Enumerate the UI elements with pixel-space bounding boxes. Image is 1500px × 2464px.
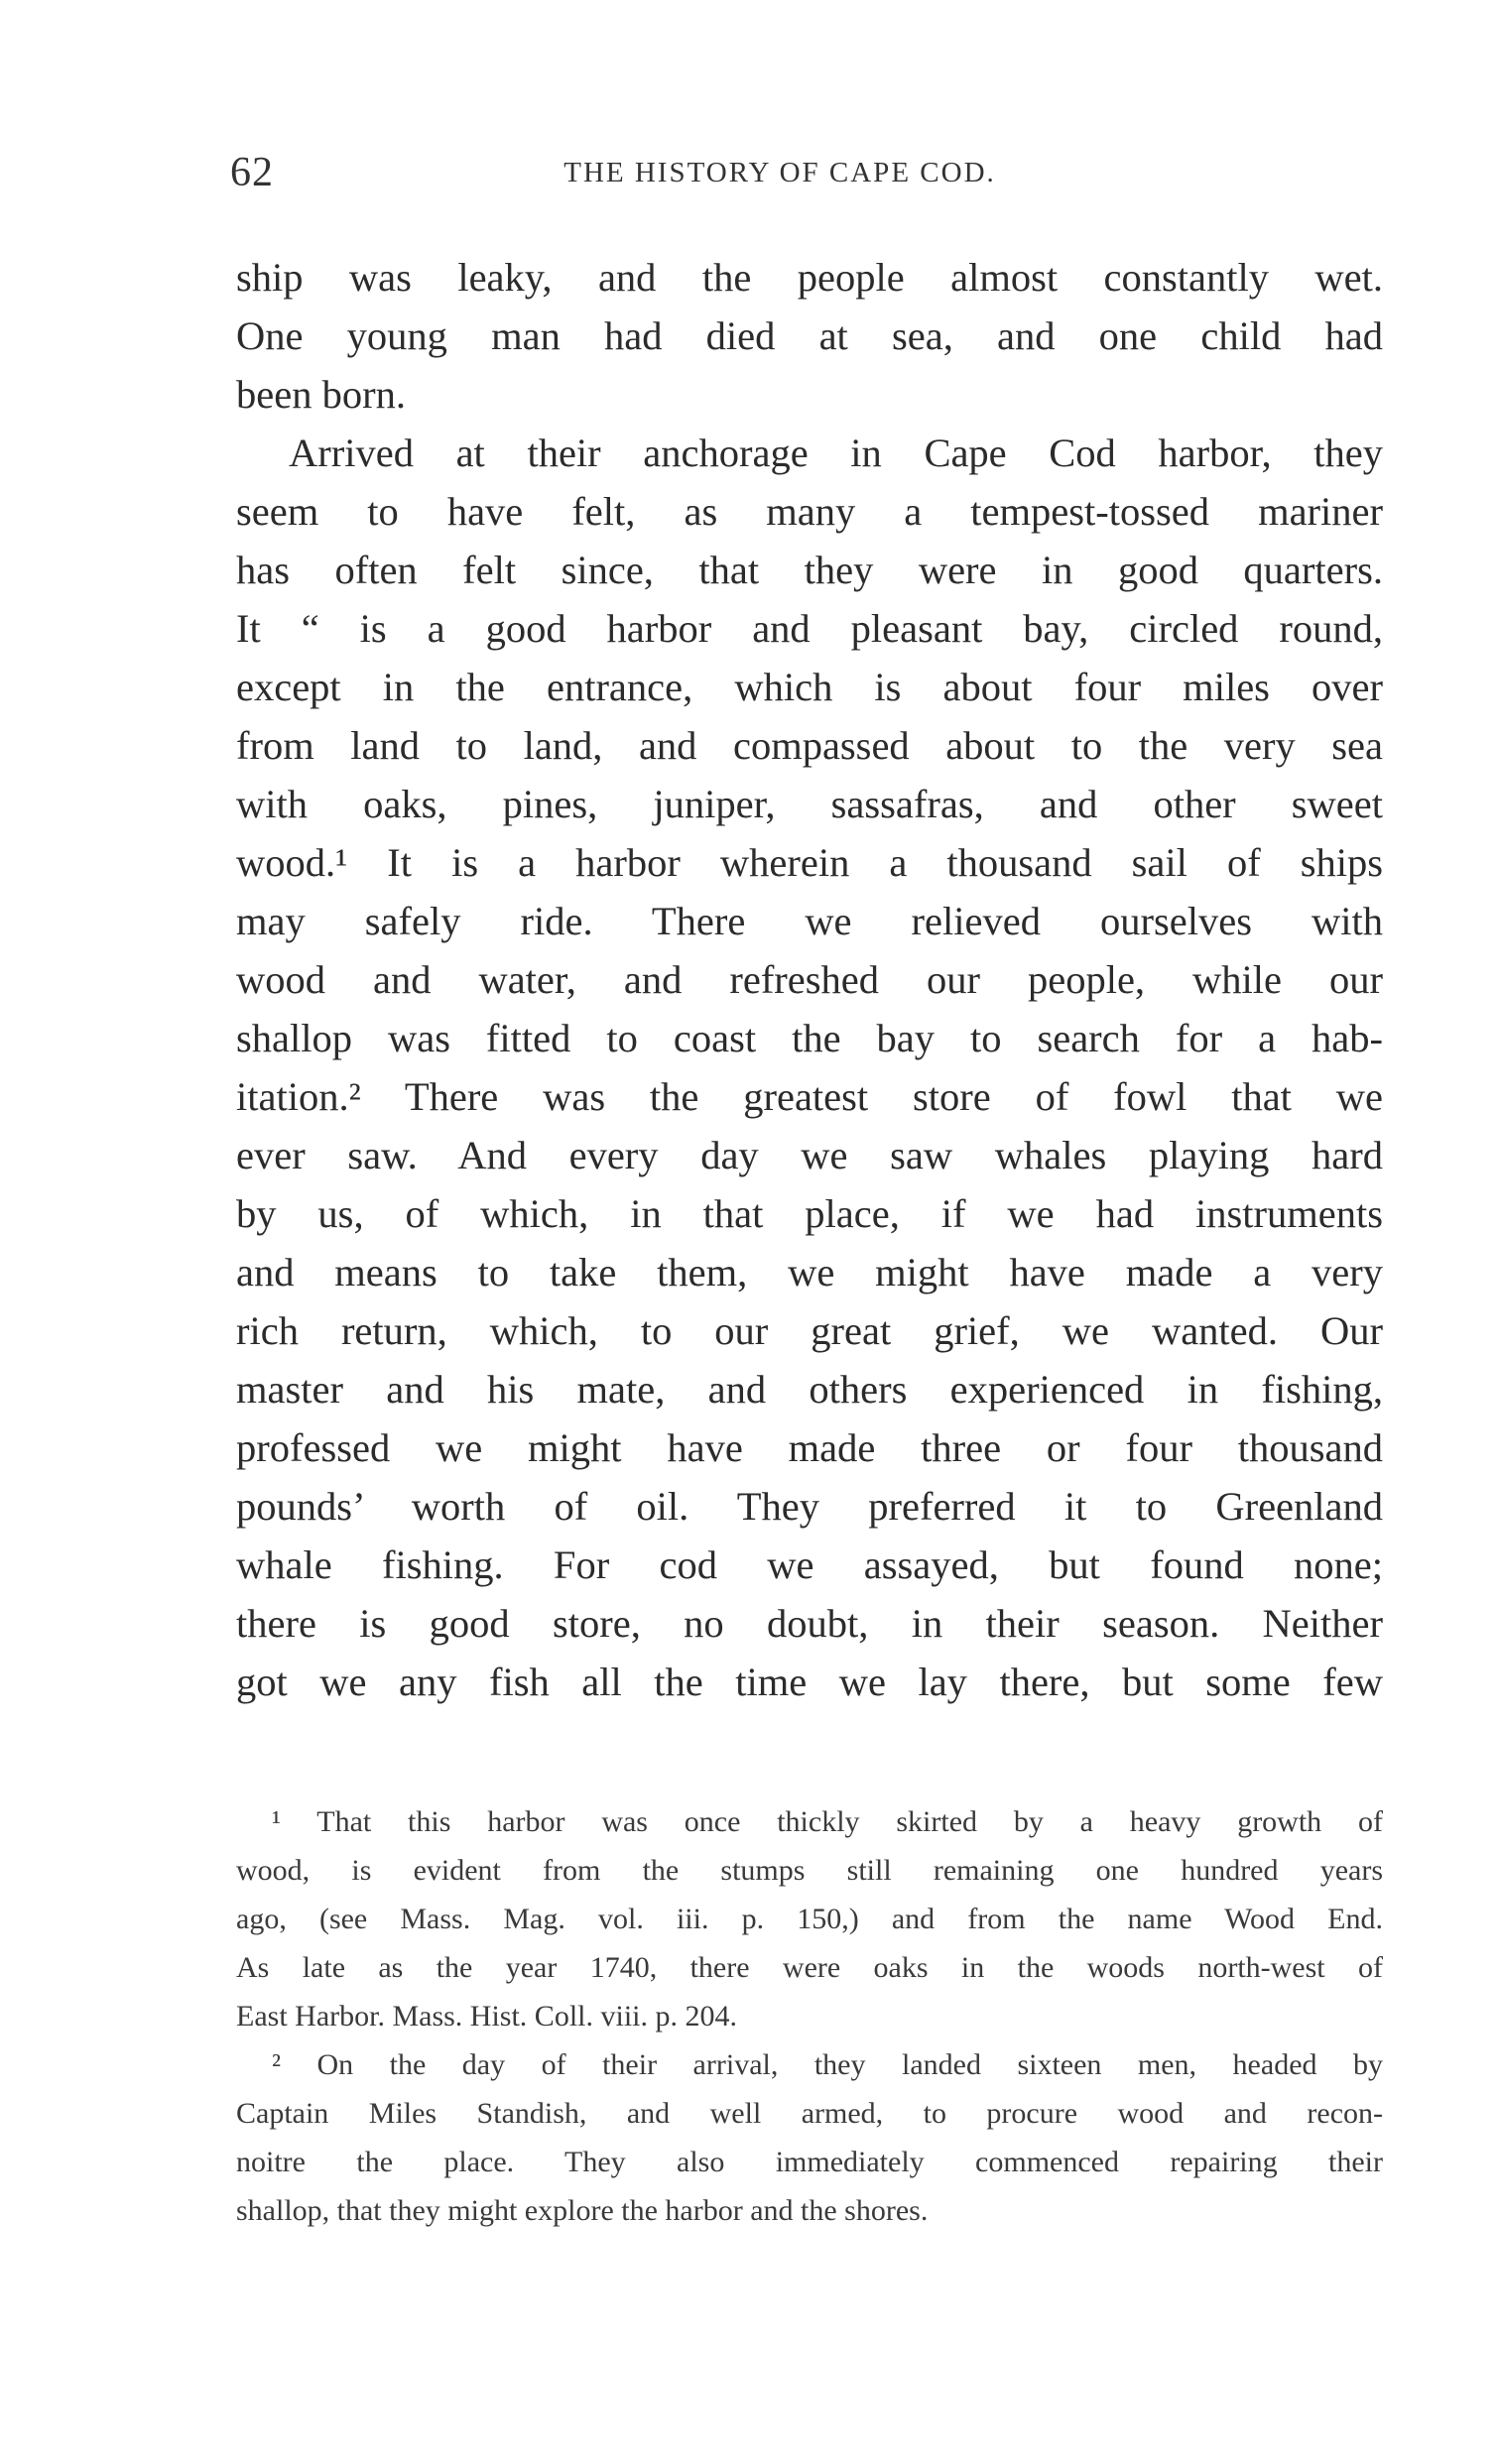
text-line: wood.¹ It is a harbor wherein a thousand sail of ships xyxy=(236,840,1383,885)
text-line: has often felt since, that they were in good quarters. xyxy=(236,548,1383,592)
text-line: been born. xyxy=(236,372,406,417)
text-line: itation.² There was the greatest store of fowl that we xyxy=(236,1074,1383,1119)
text-line: by us, of which, in that place, if we had instruments xyxy=(236,1191,1383,1236)
text-line: may safely ride. There we relieved ourselves with xyxy=(236,899,1383,943)
text-line: ship was leaky, and the people almost constantly wet. xyxy=(236,255,1383,300)
footnote-line: wood, is evident from the stumps still remaining one hundred years xyxy=(236,1854,1383,1887)
text-line: shallop was fitted to coast the bay to search for a hab- xyxy=(236,1016,1383,1060)
text-line: except in the entrance, which is about four miles over xyxy=(236,665,1383,709)
text-line: there is good store, no doubt, in their season. Neither xyxy=(236,1601,1383,1646)
main-text xyxy=(236,248,1383,1711)
text-line: with oaks, pines, juniper, sassafras, and other sweet xyxy=(236,782,1383,826)
text-line: rich return, which, to our great grief, we wanted. Our xyxy=(236,1308,1383,1353)
text-line: seem to have felt, as many a tempest-tossed mariner xyxy=(236,489,1383,534)
text-line: One young man had died at sea, and one child had xyxy=(236,313,1383,358)
text-line: ever saw. And every day we saw whales playing hard xyxy=(236,1133,1383,1177)
footnotes xyxy=(236,1797,1383,2235)
footnote-line: East Harbor. Mass. Hist. Coll. viii. p. 204. xyxy=(236,2000,737,2033)
footnote-line: Captain Miles Standish, and well armed, to procure wood and recon- xyxy=(236,2097,1383,2130)
running-head xyxy=(0,149,1500,198)
footnote-line: shallop, that they might explore the harbor and the shores. xyxy=(236,2194,929,2227)
page-number: 62 xyxy=(230,150,274,195)
text-line: whale fishing. For cod we assayed, but found none; xyxy=(236,1542,1383,1587)
text-line: pounds’ worth of oil. They preferred it to Greenland xyxy=(236,1484,1383,1529)
text-line: professed we might have made three or four thousand xyxy=(236,1425,1383,1470)
text-line: wood and water, and refreshed our people, while our xyxy=(236,957,1383,1002)
text-line: got we any fish all the time we lay there, but some few xyxy=(236,1660,1383,1704)
text-line: Arrived at their anchorage in Cape Cod harbor, they xyxy=(289,431,1383,475)
footnote-line: ¹ That this harbor was once thickly skirted by a heavy growth of xyxy=(272,1805,1383,1838)
footnote-line: noitre the place. They also immediately commenced repairing their xyxy=(236,2146,1383,2178)
footnote-line: As late as the year 1740, there were oaks in the woods north-west of xyxy=(236,1951,1383,1984)
text-line: from land to land, and compassed about to the very sea xyxy=(236,723,1383,768)
running-title: THE HISTORY OF CAPE COD. xyxy=(563,157,996,188)
text-line: It “ is a good harbor and pleasant bay, circled round, xyxy=(236,606,1383,651)
footnote-line: ago, (see Mass. Mag. vol. iii. p. 150,) and from the name Wood End. xyxy=(236,1903,1383,1935)
text-line: and means to take them, we might have made a very xyxy=(236,1250,1383,1294)
text-line: master and his mate, and others experienced in fishing, xyxy=(236,1367,1383,1412)
footnote-line: ² On the day of their arrival, they landed sixteen men, headed by xyxy=(272,2048,1383,2081)
